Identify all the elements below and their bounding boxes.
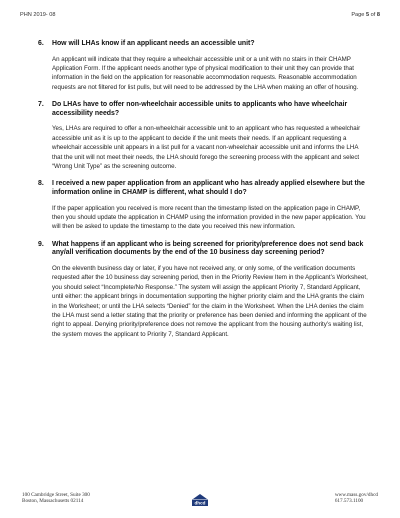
question-answer: On the eleventh business day or later, if you have not received any, or only some, of the verification documents requested after the 10 business day screening period, then in the Priority Review Item in the Applicant’s Worksheet, you should select “Incomplete/No Response.” The system will assign the applicant Priority 7, Standard Applicant, until either: the applicant brings in documentation supporting the higher priority claim and the LHA grants the claim in the Worksheet; or until the LHA selects “Denied” for the claim in the Worksheet. When the LHA denies the claim the LHA must send a letter stating that the priority or preference has been denied and informing the applicant of the right to appeal. Denying priority/preference does not remove the applicant from the housing authority’s waiting list, the system moves the applicant to Priority 7, Standard Applicant.: [52, 265, 368, 338]
question-title: How will LHAs know if an applicant needs an accessible unit?: [52, 40, 255, 47]
page-footer: [22, 492, 378, 510]
page-number: Page 5 of 8: [351, 12, 380, 18]
dhcd-logo-icon: [191, 493, 209, 507]
question-title: I received a new paper application from an applicant who has already applied elsewhere but the information online in CHAMP is different, what should I do?: [52, 180, 365, 197]
faq-item: [38, 241, 370, 339]
question-title: Do LHAs have to offer non-wheelchair accessible units to applicants who have wheelchair accessibility needs?: [52, 101, 348, 117]
question-number: 6.: [38, 40, 44, 47]
logo-text: dhcd: [194, 500, 206, 506]
question-title: What happens if an applicant who is being screened for priority/preference does not send back any/all verification documents by the end of the 10 business day screening period?: [52, 240, 364, 257]
website-link[interactable]: www.mass.gov/dhcd: [334, 492, 378, 498]
faq-body: [38, 40, 370, 348]
question-answer: Yes, LHAs are required to offer a non-wheelchair accessible unit to an applicant who has requested a wheelchair accessible unit as it is up to the applicant to decide if the unit meets their needs. If an applicant requesting a wheelchair accessible unit appears in a list pull for a vacant non-wheelchair accessible unit and informs the LHA that the unit will not meet their needs, the LHA should forego the screening process with the applicant and select “Wrong Unit Type” as the screening outcome.: [52, 125, 361, 171]
phone-number: 617.573.1100: [334, 498, 364, 505]
question-answer: If the paper application you received is more recent than the timestamp listed on the application page in CHAMP, then you should update the application in CHAMP using the information provided in the new paper application. You will then be asked to update the timestamp to the date you received this new information.: [52, 204, 366, 231]
question-number: 7.: [38, 101, 44, 109]
page-header: [20, 12, 380, 18]
faq-item: [38, 40, 370, 92]
footer-address: 100 Cambridge Street, Suite 300 Boston, Massachusetts 02114: [22, 492, 90, 505]
faq-item: [38, 101, 370, 171]
document-id: PHN 2019- 08: [20, 12, 56, 18]
question-number: 8.: [38, 180, 44, 188]
faq-item: [38, 180, 370, 231]
question-answer: An applicant will indicate that they require a wheelchair accessible unit or a unit with no stairs in their CHAMP Application Form. If the applicant needs another type of physical modification to their unit they can provide that information in the field on the application for reasonable accommodation requests. Reasonable accommodation requests are not filtered for list pulls, but will need to be addressed by the LHA when making an offer of housing.: [52, 55, 359, 91]
question-number: 9.: [38, 240, 44, 248]
footer-contact: [335, 492, 378, 505]
